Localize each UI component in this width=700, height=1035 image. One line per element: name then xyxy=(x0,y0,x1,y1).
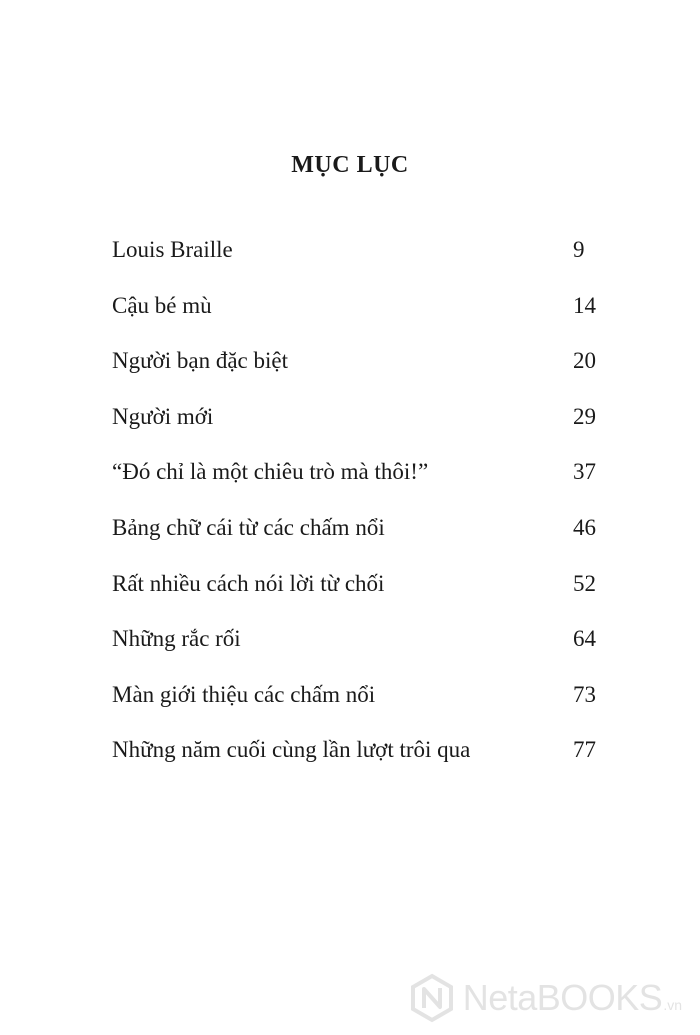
toc-entry-title: “Đó chỉ là một chiêu trò mà thôi!” xyxy=(112,459,429,485)
toc-entry-page: 20 xyxy=(573,348,596,374)
toc-entry-title: Louis Braille xyxy=(112,237,233,262)
toc-entry xyxy=(112,286,612,342)
toc-entry-page: 46 xyxy=(573,514,596,540)
table-of-contents xyxy=(112,230,612,786)
toc-entry-title: Màn giới thiệu các chấm nổi xyxy=(112,681,376,707)
page-title: MỤC LỤC xyxy=(291,152,409,178)
toc-entry xyxy=(112,452,612,508)
toc-entry-title: Người mới xyxy=(112,403,214,429)
toc-entry-page: 14 xyxy=(573,292,596,318)
netabooks-logo-icon xyxy=(407,973,457,1023)
watermark-logo xyxy=(407,973,682,1023)
toc-entry xyxy=(112,675,612,731)
toc-entry-title: Bảng chữ cái từ các chấm nổi xyxy=(112,514,385,540)
toc-entry xyxy=(112,564,612,620)
watermark-suffix: .vn xyxy=(663,997,682,1013)
toc-entry-title: Người bạn đặc biệt xyxy=(112,348,288,374)
toc-entry xyxy=(112,397,612,453)
toc-entry-page: 52 xyxy=(573,570,596,596)
toc-entry-page: 9 xyxy=(573,237,585,262)
toc-entry-page: 29 xyxy=(573,403,596,429)
toc-entry xyxy=(112,730,612,786)
toc-entry xyxy=(112,508,612,564)
toc-entry-page: 64 xyxy=(573,626,596,652)
toc-entry-title: Những rắc rối xyxy=(112,626,241,652)
toc-entry xyxy=(112,230,612,286)
watermark-text: NetaBOOKS xyxy=(462,977,663,1018)
toc-entry-page: 77 xyxy=(573,737,596,763)
toc-entry-page: 73 xyxy=(573,681,596,707)
toc-entry xyxy=(112,619,612,675)
toc-entry-title: Rất nhiều cách nói lời từ chối xyxy=(112,570,385,596)
toc-entry xyxy=(112,341,612,397)
toc-entry-title: Cậu bé mù xyxy=(112,292,212,318)
toc-entry-page: 37 xyxy=(573,459,596,485)
toc-entry-title: Những năm cuối cùng lần lượt trôi qua xyxy=(112,737,471,763)
